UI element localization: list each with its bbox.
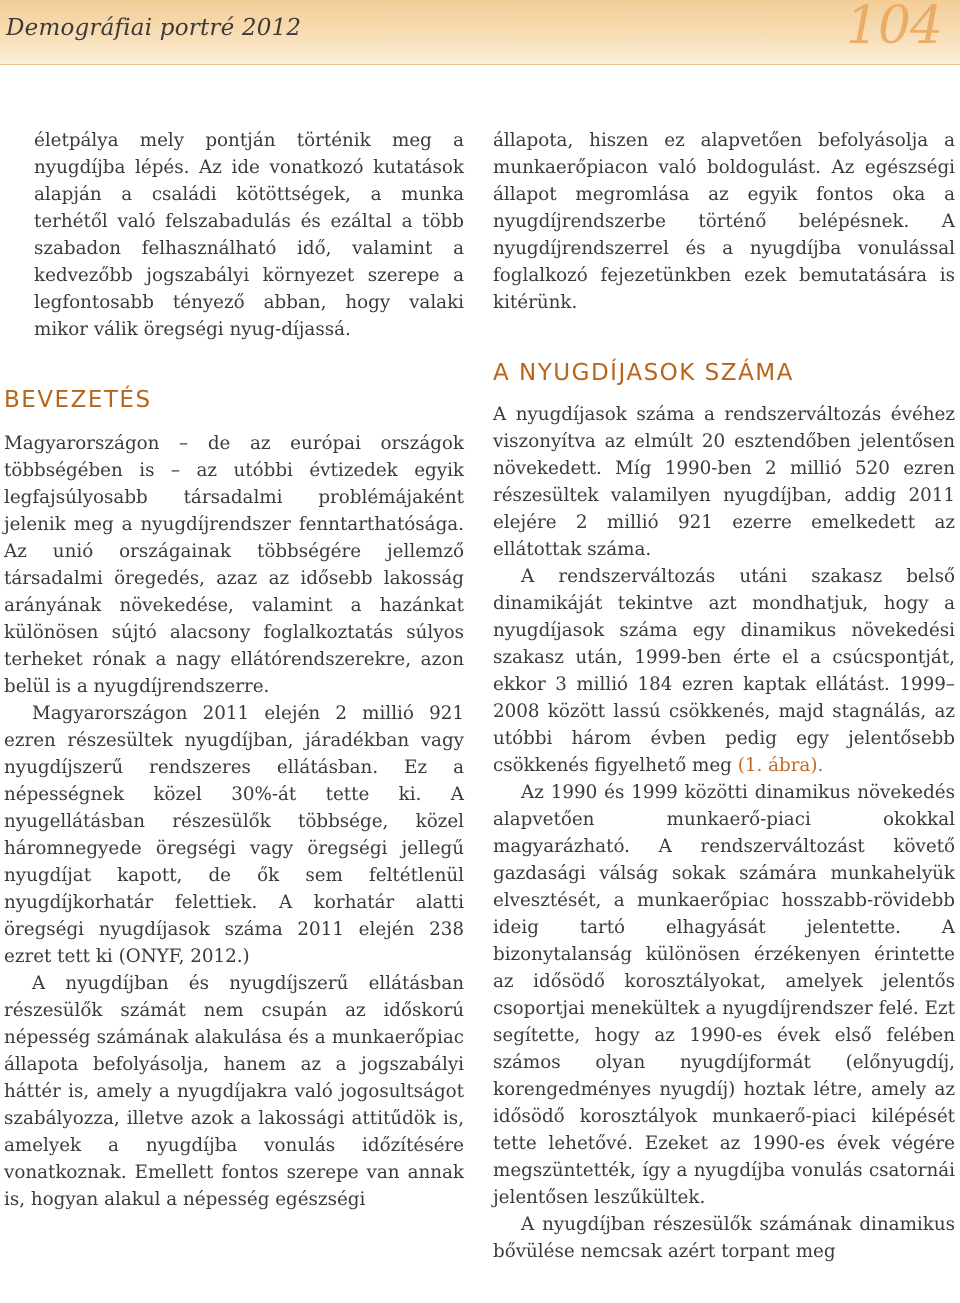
section-title-bevezetes: BEVEZETÉS [4, 387, 152, 413]
right-intro-paragraph: állapota, hiszen ez alapvetően befolyásolja a munkaerőpiacon való boldogulást. Az egészségi állapot megromlása az egyik fontos oka a nyugdíjrendszerbe történő belépésnek. A nyugdíjrendszerrel és a nyugdíjba vonulással foglalkozó fejezetünkben ezek bemutatására is kitérünk. [493, 130, 955, 313]
body-paragraph: A nyugdíjasok száma a rendszerváltozás évéhez viszonyítva az elmúlt 20 esztendőben jelentősen növekedett. Míg 1990-ben 2 millió 520 ezren részesültek valamilyen nyugdíjban, addig 2011 elejére 2 millió 921 ezerre emelkedett az ellátottak száma. [493, 404, 955, 560]
body-paragraph [493, 563, 955, 779]
section-title-nyugdijasok-szama: A NYUGDÍJASOK SZÁMA [493, 360, 794, 386]
body-paragraph: A nyugdíjban és nyugdíjszerű ellátásban részesülők számát nem csupán az időskorú népesség számának alakulása és a munkaerőpiac állapota befolyásolja, hanem az a jogszabályi háttér is, amely a nyugdíjakra való jogosultságot szabályozza, illetve azok a lakossági attitűdök is, amelyek a nyugdíjba vonulás időzítésére vonatkoznak. Emellett fontos szerepe van annak is, hogyan alakul a népesség egészségi [4, 973, 464, 1210]
body-paragraph: A nyugdíjban részesülők számának dinamikus bővülése nemcsak azért torpant meg [493, 1214, 955, 1262]
left-intro-paragraph: életpálya mely pontján történik meg a nyugdíjba lépés. Az ide vonatkozó kutatások alapján a családi kötöttségek, a munka terhétől való felszabadulás és ezáltal a több szabadon felhasználható idő, valamint a kedvezőbb jogszabályi környezet szerepe a legfontosabb tényező abban, hogy valaki mikor válik öregségi nyug-díjassá. [34, 130, 464, 340]
right-column [493, 127, 955, 1265]
page-number: 104 [845, 0, 942, 56]
publication-title: Demográfiai portré 2012 [6, 15, 302, 41]
figure-reference-link[interactable]: (1. ábra). [737, 755, 824, 776]
body-paragraph: Magyarországon 2011 elején 2 millió 921 ezren részesültek nyugdíjban, járadékban vagy nyugdíjszerű rendszeres ellátásban. Ez a népességnek közel 30%-át tette ki. A nyugellátásban részesülők többsége, közel háromnegyede öregségi vagy öregségi jellegű nyugdíjat kapott, de ők sem feltétlenül nyugdíjkorhatár felettiek. A korhatár alatti öregségi nyugdíjasok száma 2011 elején 238 ezret tett ki (ONYF, 2012.) [4, 703, 464, 967]
left-column [4, 127, 464, 1213]
body-paragraph: Az 1990 és 1999 közötti dinamikus növekedés alapvetően munkaerő-piaci okokkal magyarázható. A rendszerváltozást követő gazdasági válság sokak számára munkahelyük elvesztését, a munkaerőpiac hosszabb-rövidebb ideig tartó elhagyását jelentette. A bizonytalanság különösen érzékenyen érintette az idősödő korosztályokat, amelyek jelentős csoportjai menekültek a nyugdíjrendszer felé. Ezt segítette, hogy az 1990-es évek első felében számos olyan nyugdíjformát (előnyugdíj, korengedményes nyugdíj) hoztak létre, amely az idősödő korosztályok munkaerő-piaci kilépését tette lehetővé. Ezeket az 1990-es évek végére megszüntették, így a nyugdíjba vonulás csatornái jelentősen leszűkültek. [493, 782, 955, 1208]
page-header [0, 0, 960, 65]
paragraph-text: A rendszerváltozás utáni szakasz belső dinamikáját tekintve azt mondhatjuk, hogy a nyugdíjasok száma egy dinamikus növekedési szakasz után, 1999-ben érte el a csúcspontját, ekkor 3 millió 184 ezren kaptak ellátást. 1999–2008 között lassú csökkenés, majd stagnálás, az utóbbi három évben pedig egy jelentősebb csökkenés figyelhető meg [493, 566, 955, 776]
body-paragraph: Magyarországon – de az európai országok többségében is – az utóbbi évtizedek egyik legfajsúlyosabb társadalmi problémájaként jelenik meg a nyugdíjrendszer fenntarthatósága. Az unió országainak többségére jellemző társadalmi öregedés, azaz az idősebb lakosság arányának növekedése, valamint a hazánkat különösen sújtó alacsony foglalkoztatás súlyos terheket rónak a nagy ellátórendszerekre, azon belül is a nyugdíjrendszerre. [4, 433, 464, 697]
